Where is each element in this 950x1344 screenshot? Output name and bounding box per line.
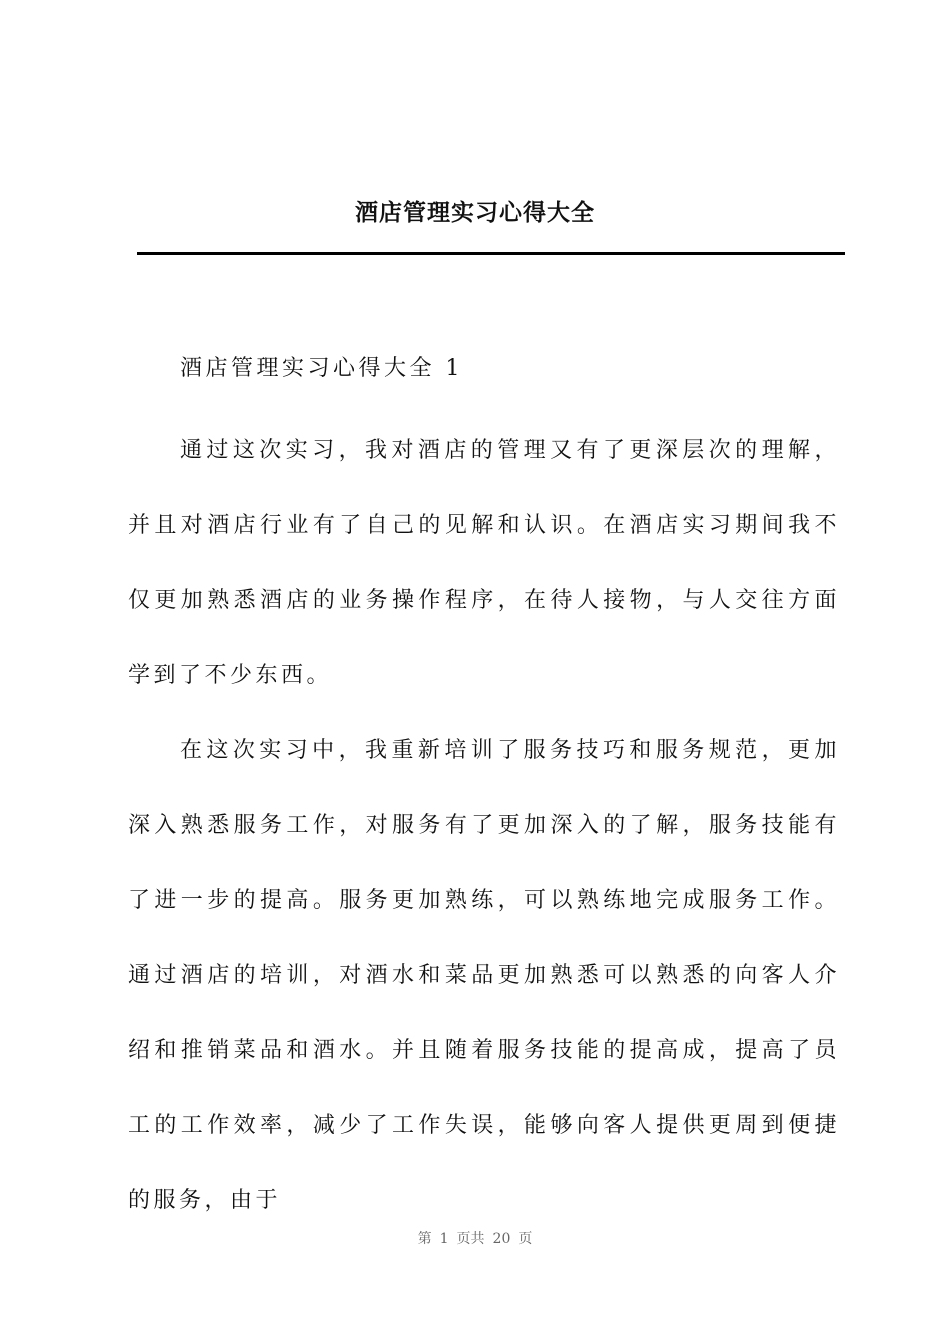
document-body: [128, 337, 840, 1238]
footer-total-pages: 20: [492, 1231, 511, 1247]
paragraph-1: 通过这次实习，我对酒店的管理又有了更深层次的理解，并且对酒店行业有了自己的见解和认识。在酒店实习期间我不仅更加熟悉酒店的业务操作程序，在待人接物，与人交往方面学到了不少东西。: [128, 438, 840, 688]
paragraph-2: 在这次实习中，我重新培训了服务技巧和服务规范，更加深入熟悉服务工作，对服务有了更加深入的了解，服务技能有了进一步的提高。服务更加熟练，可以熟练地完成服务工作。通过酒店的培训，对酒水和菜品更加熟悉可以熟悉的向客人介绍和推销菜品和酒水。并且随着服务技能的提高成，提高了员工的工作效率，减少了工作失误，能够向客人提供更周到便捷的服务，由于: [128, 738, 840, 1213]
footer-label-end: 页: [518, 1231, 533, 1247]
section-heading: 酒店管理实习心得大全 1: [180, 356, 463, 381]
footer-label-total: 页共: [456, 1231, 485, 1247]
title-divider: [137, 252, 845, 255]
footer-label-page: 第: [417, 1231, 432, 1247]
footer-current-page: 1: [439, 1231, 449, 1247]
page-footer: [0, 1228, 950, 1248]
document-title: 酒店管理实习心得大全: [355, 199, 595, 226]
